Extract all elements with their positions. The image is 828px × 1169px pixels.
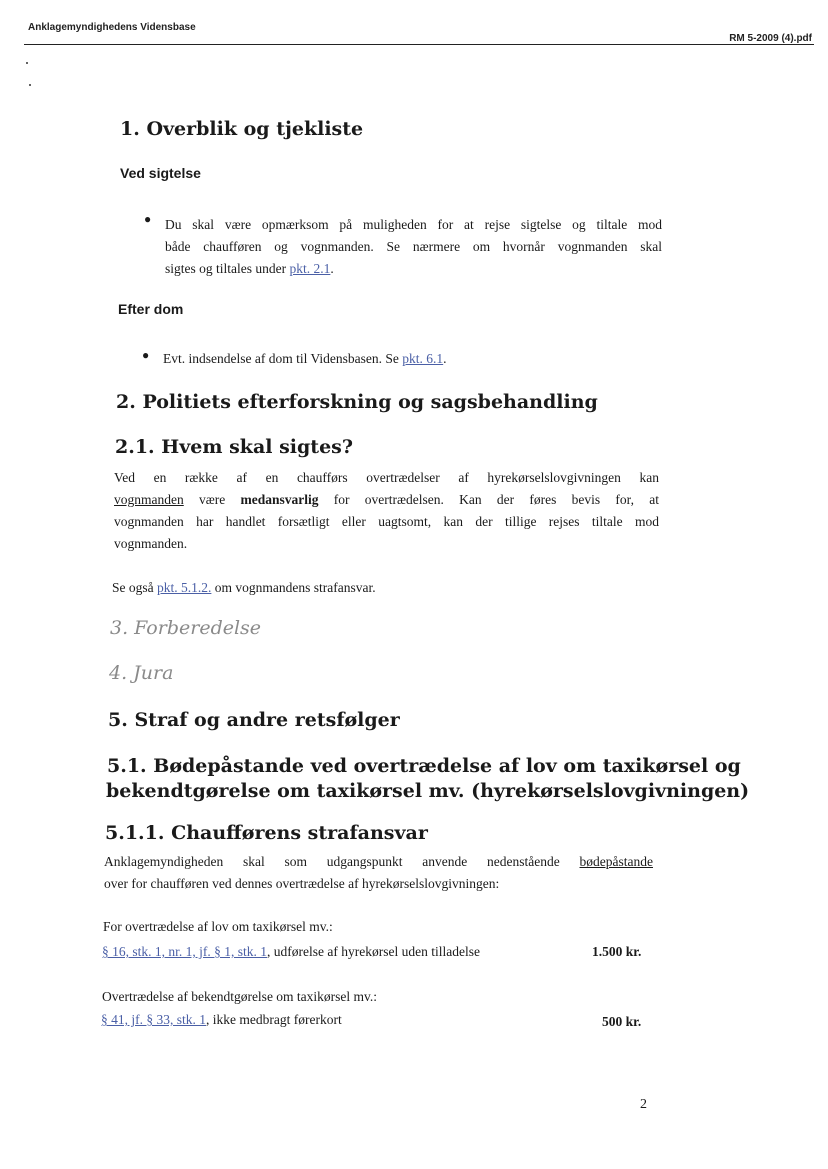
header-right: RM 5-2009 (4).pdf	[729, 33, 812, 44]
para-2-1-line2: vognmanden være medansvarlig for overtrædelsen. Kan der føres bevis for, at	[114, 492, 659, 507]
heading-bodepastande-line2: bekendtgørelse om taxikørsel mv. (hyrekørselslovgivningen)	[106, 780, 750, 802]
page-number: 2	[640, 1097, 647, 1112]
link-pkt-6-1[interactable]: pkt. 6.1	[402, 351, 444, 366]
heading-forberedelse: 3. Forberedelse	[110, 617, 262, 639]
fine1-heading: For overtrædelse af lov om taxikørsel mv.:	[103, 919, 333, 934]
subheading-efter-dom: Efter dom	[118, 301, 184, 317]
link-par-16[interactable]: § 16, stk. 1, nr. 1, jf. § 1, stk. 1	[102, 944, 268, 959]
heading-jura: 4. Jura	[109, 662, 174, 684]
underlined-bodepastande: bødepåstande	[579, 854, 653, 869]
link-pkt-5-1-2[interactable]: pkt. 5.1.2.	[157, 580, 212, 595]
heading-straf: 5. Straf og andre retsfølger	[108, 709, 400, 731]
heading-chauffor-strafansvar: 5.1.1. Chaufførens strafansvar	[105, 822, 428, 844]
bullet-icon: ●	[142, 348, 150, 362]
heading-politiets-efterforskning: 2. Politiets efterforskning og sagsbehandling	[116, 391, 598, 413]
subheading-ved-sigtelse: Ved sigtelse	[120, 165, 201, 181]
see-also-line: Se også pkt. 5.1.2. om vognmandens strafansvar.	[112, 580, 376, 595]
bullet1-line2: både chaufføren og vognmanden. Se nærmere om hvornår vognmanden skal	[165, 239, 662, 254]
para-5-1-1-line2: over for chaufføren ved dennes overtrædelse af hyrekørselslovgivningen:	[104, 876, 500, 891]
para-2-1-line1: Ved en række af en chaufførs overtrædelser af hyrekørselslovgivningen kan	[114, 470, 659, 485]
bullet1-line3: sigtes og tiltales under pkt. 2.1.	[165, 261, 334, 276]
bullet1-line1: Du skal være opmærksom på muligheden for at rejse sigtelse og tiltale mod	[165, 217, 662, 232]
fine1-amount: 1.500 kr.	[592, 944, 642, 959]
link-pkt-2-1[interactable]: pkt. 2.1	[289, 261, 331, 276]
underlined-vognmanden: vognmanden	[114, 492, 184, 507]
para-5-1-1-line1: Anklagemyndigheden skal som udgangspunkt anvende nedenstående bødepåstande	[104, 854, 653, 869]
fine2-heading: Overtrædelse af bekendtgørelse om taxikørsel mv.:	[102, 989, 378, 1004]
heading-bodepastande-line1: 5.1. Bødepåstande ved overtrædelse af lov om taxikørsel og	[107, 755, 741, 777]
para-2-1-line3: vognmanden har handlet forsætligt eller uagtsomt, kan der tillige rejses tiltale mod	[114, 514, 659, 529]
heading-hvem-skal-sigtes: 2.1. Hvem skal sigtes?	[115, 436, 353, 458]
heading-overblik: 1. Overblik og tjekliste	[120, 118, 364, 140]
link-par-41[interactable]: § 41, jf. § 33, stk. 1	[101, 1012, 207, 1027]
bullet-icon: ●	[144, 212, 152, 226]
header-left: Anklagemyndighedens Vidensbase	[28, 22, 196, 33]
fine2-amount: 500 kr.	[602, 1014, 642, 1029]
fine1-line: § 16, stk. 1, nr. 1, jf. § 1, stk. 1, udførelse af hyrekørsel uden tilladelse	[102, 944, 480, 959]
fine2-line: § 41, jf. § 33, stk. 1, ikke medbragt førerkort	[101, 1012, 342, 1027]
bullet2-line: Evt. indsendelse af dom til Vidensbasen. Se pkt. 6.1.	[163, 351, 447, 366]
para-2-1-line4: vognmanden.	[114, 536, 188, 551]
